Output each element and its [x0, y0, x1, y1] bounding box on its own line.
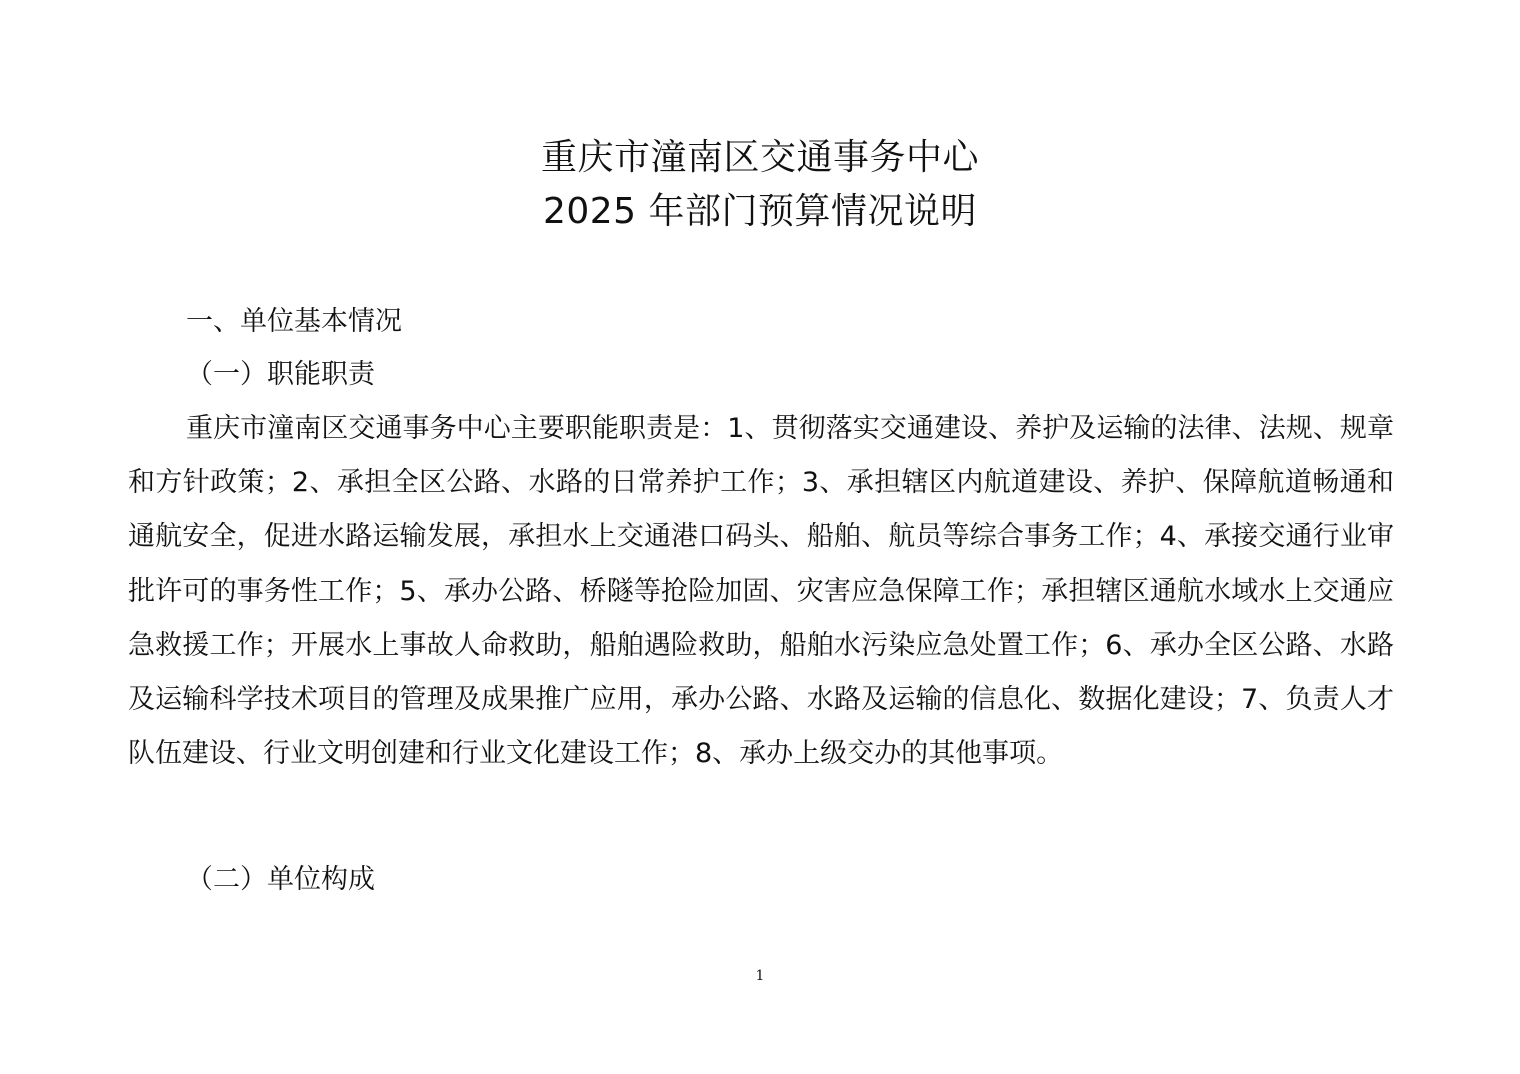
page-number: 1	[755, 968, 765, 984]
document-title-line-2: 2025 年部门预算情况说明	[542, 191, 978, 232]
section-heading-basic-info: 一、单位基本情况	[186, 306, 402, 337]
subsection-heading-functions: （一）职能职责	[186, 359, 375, 390]
document-title-line-1: 重庆市潼南区交通事务中心	[540, 137, 979, 178]
functions-paragraph: 重庆市潼南区交通事务中心主要职能职责是：1、贯彻落实交通建设、养护及运输的法律、法规、规章和方针政策；2、承担全区公路、水路的日常养护工作；3、承担辖区内航道建设、养护、保障航道畅通和通航安全，促进水路运输发展，承担水上交通港口码头、船舶、航员等综合事务工作；4、承接交通行业审批许可的事务性工作；5、承办公路、桥隧等抢险加固、灾害应急保障工作；承担辖区通航水域水上交通应急救援工作；开展水上事故人命救助，船舶遇险救助，船舶水污染应急处置工作；6、承办全区公路、水路及运输科学技术项目的管理及成果推广应用，承办公路、水路及运输的信息化、数据化建设；7、负责人才队伍建设、行业文明创建和行业文化建设工作；8、承办上级交办的其他事项。	[128, 413, 1394, 770]
subsection-heading-composition: （二）单位构成	[186, 864, 375, 895]
